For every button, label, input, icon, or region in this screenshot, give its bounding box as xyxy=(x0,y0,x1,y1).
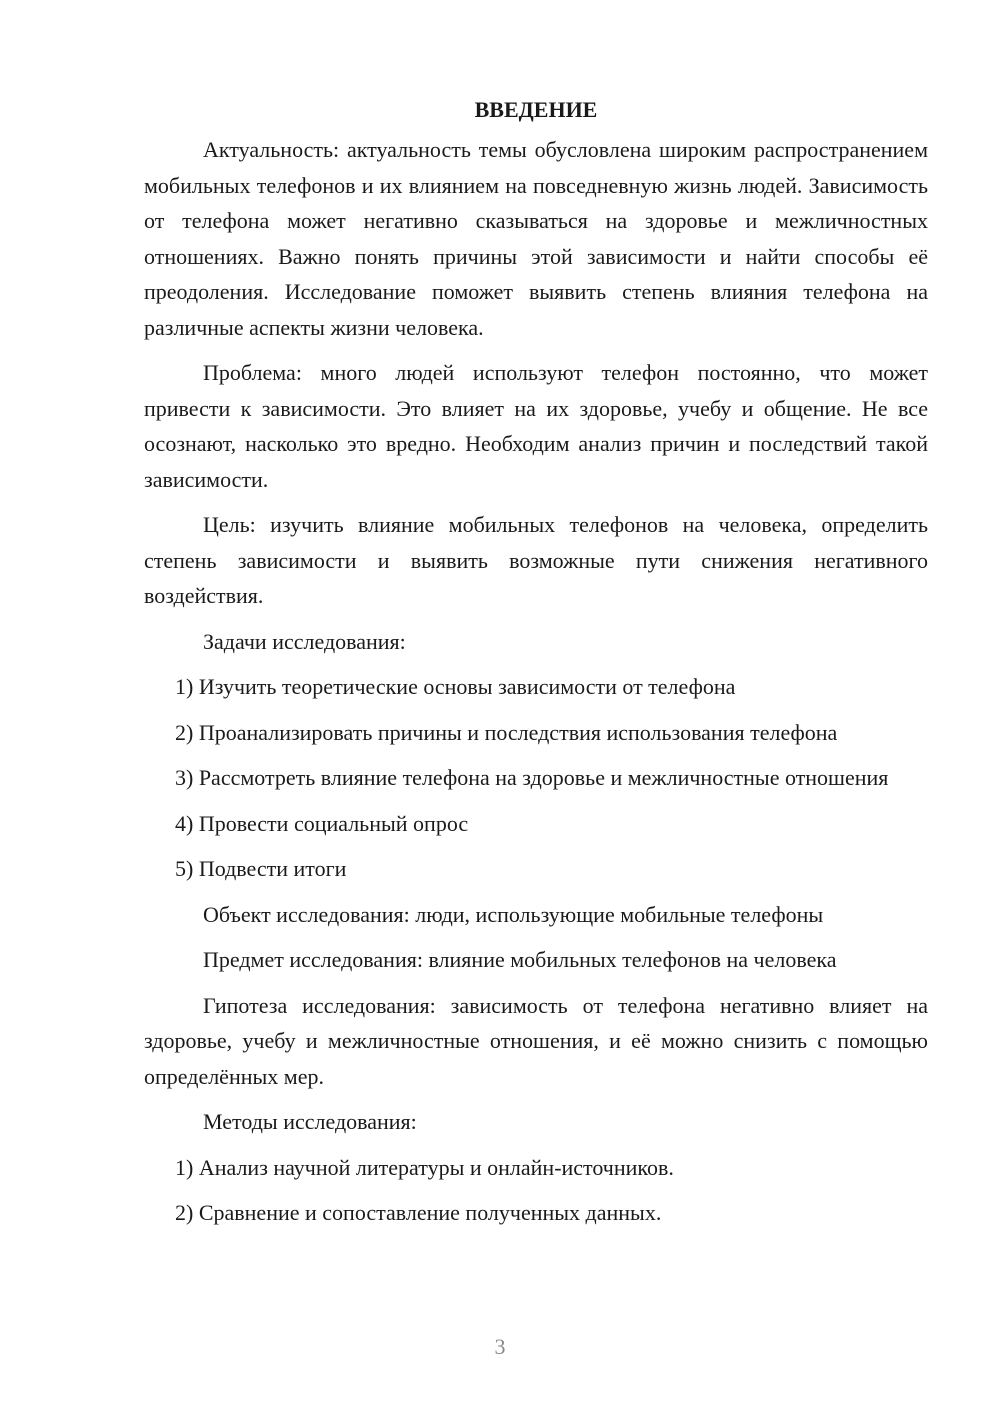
task-item: 3) Рассмотреть влияние телефона на здоровье и межличностные отношения xyxy=(175,765,889,790)
document-page xyxy=(144,92,928,1241)
object-paragraph: Объект исследования: люди, использующие мобильные телефоны xyxy=(203,901,824,927)
problem-paragraph: Проблема: много людей используют телефон постоянно, что может привести к зависимости. Это влияет на их здоровье, учебу и общение. Не все осознают, насколько это вредно. Необходим анализ причин и последствий такой зависимости. xyxy=(144,360,928,492)
task-item: 5) Подвести итоги xyxy=(175,856,347,881)
tasks-title: Задачи исследования: xyxy=(203,628,406,654)
hypothesis-paragraph: Гипотеза исследования: зависимость от телефона негативно влияет на здоровье, учебу и межличностные отношения, и её можно снизить с помощью определённых мер. xyxy=(144,992,928,1089)
methods-title: Методы исследования: xyxy=(203,1109,417,1134)
goal-paragraph: Цель: изучить влияние мобильных телефонов на человека, определить степень зависимости и выявить возможные пути снижения негативного воздействия. xyxy=(144,512,928,608)
subject-paragraph: Предмет исследования: влияние мобильных телефонов на человека xyxy=(203,947,837,972)
task-item: 2) Проанализировать причины и последствия использования телефона xyxy=(175,719,838,745)
method-item: 2) Сравнение и сопоставление полученных данных. xyxy=(175,1200,662,1225)
page-title: ВВЕДЕНИЕ xyxy=(474,97,598,122)
page-number: 3 xyxy=(494,1334,506,1359)
method-item: 1) Анализ научной литературы и онлайн-источников. xyxy=(175,1154,674,1180)
task-item: 1) Изучить теоретические основы зависимости от телефона xyxy=(175,674,736,699)
relevance-paragraph: Актуальность: актуальность темы обусловлена широким распространением мобильных телефонов и их влиянием на повседневную жизнь людей. Зависимость от телефона может негативно сказываться на здоровье и межличностных отношениях. Важно понять причины этой зависимости и найти способы её преодоления. Исследование поможет выявить степень влияния телефона на различные аспекты жизни человека. xyxy=(144,137,928,340)
task-item: 4) Провести социальный опрос xyxy=(175,810,469,836)
